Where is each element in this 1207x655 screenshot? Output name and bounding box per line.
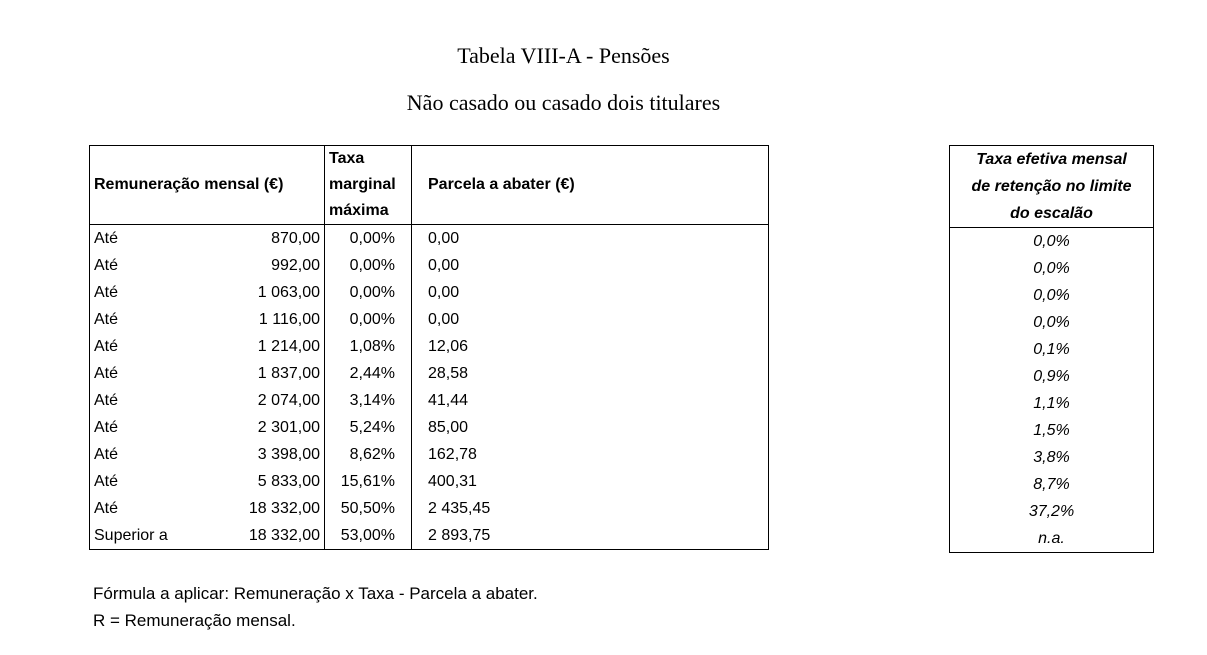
bracket-label: Até: [94, 338, 119, 355]
page-subtitle: Não casado ou casado dois titulares: [406, 90, 721, 115]
effective-rate-cell: 0,9%: [1033, 368, 1070, 385]
table-row: [90, 414, 769, 441]
side-table-row: [950, 390, 1154, 417]
parcela-cell: 400,31: [428, 473, 477, 490]
remuneracao-cell: [90, 387, 325, 414]
table-row: [90, 387, 769, 414]
bracket-label: Até: [94, 419, 119, 436]
bracket-amount: 870,00: [271, 230, 320, 247]
taxa-cell: 2,44%: [325, 360, 412, 387]
bracket-amount: 992,00: [271, 257, 320, 274]
bracket-label: Até: [94, 257, 119, 274]
remuneracao-cell: [90, 333, 325, 360]
parcela-cell: 85,00: [428, 419, 469, 436]
taxa-cell: 53,00%: [325, 522, 412, 550]
effective-rate-cell: 3,8%: [1033, 449, 1070, 466]
bracket-label: Até: [94, 446, 119, 463]
taxa-cell: 8,62%: [325, 441, 412, 468]
bracket-amount: 18 332,00: [248, 500, 320, 517]
header-taxa-line1: Taxa: [329, 150, 365, 167]
taxa-cell: 0,00%: [325, 306, 412, 333]
side-header: [950, 146, 1154, 228]
taxa-cell: 1,08%: [325, 333, 412, 360]
effective-rate-cell: 0,0%: [1033, 314, 1070, 331]
bracket-amount: 18 332,00: [248, 527, 320, 544]
taxa-cell: 0,00%: [325, 252, 412, 279]
bracket-label: Até: [94, 500, 119, 517]
table-row: [90, 225, 769, 253]
bracket-label: Superior a: [94, 527, 168, 544]
table-row: [90, 333, 769, 360]
taxa-cell: 50,50%: [325, 495, 412, 522]
r-definition-note: R = Remuneração mensal.: [93, 611, 296, 630]
side-header-line3: do escalão: [1010, 205, 1093, 222]
effective-rate-cell: n.a.: [1038, 530, 1065, 547]
header-parcela: Parcela a abater (€): [428, 176, 575, 193]
taxa-cell: 0,00%: [325, 225, 412, 253]
parcela-cell: 162,78: [428, 446, 477, 463]
remuneracao-cell: [90, 252, 325, 279]
table-row: [90, 441, 769, 468]
table-row: [90, 252, 769, 279]
parcela-cell: 0,00: [428, 284, 460, 301]
table-row: [90, 495, 769, 522]
parcela-cell: 0,00: [428, 311, 460, 328]
bracket-amount: 1 116,00: [258, 311, 320, 328]
table-row: [90, 306, 769, 333]
withholding-table: [89, 145, 769, 550]
effective-rate-cell: 1,1%: [1033, 395, 1070, 412]
bracket-amount: 1 214,00: [257, 338, 320, 355]
header-taxa-line2: marginal: [329, 176, 396, 193]
header-remuneracao: Remuneração mensal (€): [90, 146, 325, 225]
remuneracao-cell: [90, 495, 325, 522]
parcela-cell: 0,00: [428, 230, 460, 247]
side-table-row: [950, 282, 1154, 309]
taxa-cell: 3,14%: [325, 387, 412, 414]
side-table-row: [950, 309, 1154, 336]
effective-rate-cell: 1,5%: [1033, 422, 1070, 439]
remuneracao-cell: [90, 522, 325, 550]
parcela-cell: 0,00: [428, 257, 460, 274]
side-table-row: [950, 417, 1154, 444]
formula-note: Fórmula a aplicar: Remuneração x Taxa - Parcela a abater.: [93, 584, 538, 603]
bracket-label: Até: [94, 284, 119, 301]
header-taxa-line3: máxima: [329, 202, 389, 219]
effective-rate-cell: 0,0%: [1033, 233, 1070, 250]
parcela-cell: 41,44: [428, 392, 469, 409]
table-row: [90, 360, 769, 387]
table-row: [90, 279, 769, 306]
remuneracao-cell: [90, 225, 325, 253]
remuneracao-cell: [90, 306, 325, 333]
remuneracao-cell: [90, 414, 325, 441]
side-header-line2: de retenção no limite: [971, 178, 1132, 195]
side-header-line1: Taxa efetiva mensal: [976, 151, 1127, 168]
side-table-row: [950, 525, 1154, 553]
bracket-amount: 2 074,00: [257, 392, 320, 409]
taxa-cell: 5,24%: [325, 414, 412, 441]
effective-rate-table: [949, 145, 1154, 553]
table-row: [90, 468, 769, 495]
bracket-amount: 2 301,00: [257, 419, 320, 436]
remuneracao-cell: [90, 468, 325, 495]
parcela-cell: 2 435,45: [428, 500, 491, 517]
side-table-row: [950, 255, 1154, 282]
taxa-cell: 15,61%: [325, 468, 412, 495]
side-header-row: [950, 146, 1154, 228]
bracket-amount: 1 063,00: [257, 284, 320, 301]
side-table-row: [950, 471, 1154, 498]
effective-rate-cell: 8,7%: [1033, 476, 1070, 493]
side-table-row: [950, 363, 1154, 390]
bracket-label: Até: [94, 473, 119, 490]
side-table-row: [950, 336, 1154, 363]
bracket-label: Até: [94, 230, 119, 247]
remuneracao-cell: [90, 279, 325, 306]
effective-rate-cell: 0,0%: [1033, 287, 1070, 304]
page-title: Tabela VIII-A - Pensões: [457, 43, 670, 68]
effective-rate-cell: 37,2%: [1028, 503, 1075, 520]
bracket-amount: 3 398,00: [257, 446, 320, 463]
table-header-row: [90, 146, 769, 225]
bracket-amount: 1 837,00: [257, 365, 320, 382]
side-table-row: [950, 444, 1154, 471]
bracket-amount: 5 833,00: [257, 473, 320, 490]
parcela-cell: 2 893,75: [428, 527, 491, 544]
effective-rate-cell: 0,1%: [1033, 341, 1070, 358]
bracket-label: Até: [94, 311, 119, 328]
effective-rate-cell: 0,0%: [1033, 260, 1070, 277]
side-table-row: [950, 498, 1154, 525]
bracket-label: Até: [94, 392, 119, 409]
parcela-cell: 28,58: [428, 365, 469, 382]
taxa-cell: 0,00%: [325, 279, 412, 306]
bracket-label: Até: [94, 365, 119, 382]
remuneracao-cell: [90, 441, 325, 468]
header-taxa: [325, 146, 412, 225]
side-table-row: [950, 228, 1154, 256]
table-row: [90, 522, 769, 550]
remuneracao-cell: [90, 360, 325, 387]
parcela-cell: 12,06: [428, 338, 469, 355]
